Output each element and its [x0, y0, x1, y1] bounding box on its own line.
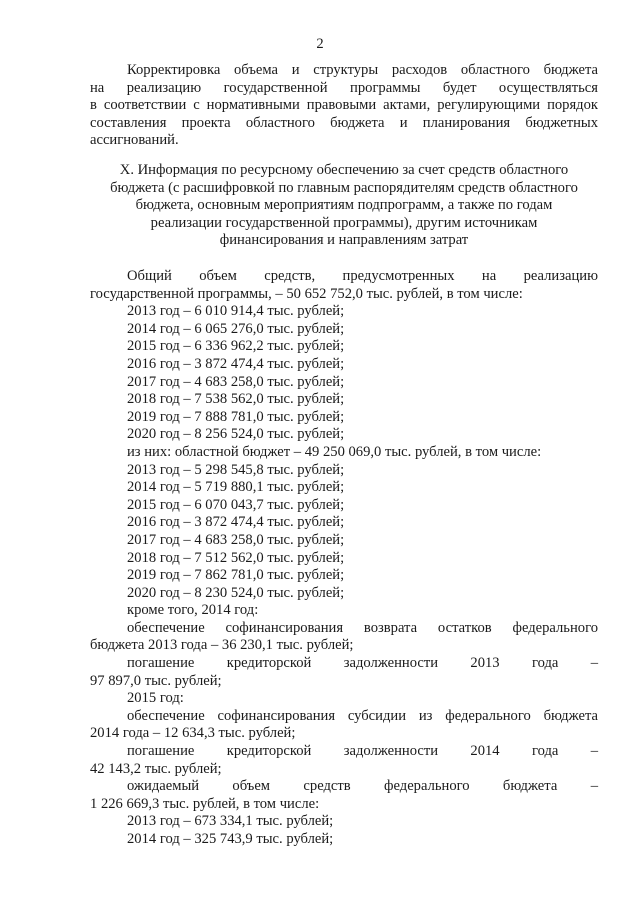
year-total-item: 2014 год – 6 065 276,0 тыс. рублей; — [127, 320, 345, 337]
intro-line: Корректировка объема и структуры расходов областного бюджета — [127, 62, 598, 78]
year-total-item: 2013 год – 6 010 914,4 тыс. рублей; — [127, 303, 345, 320]
debt-2013-line: погашение кредиторской задолженности 2013 года – — [127, 655, 598, 672]
year-regional-item: 2020 год – 8 230 524,0 тыс. рублей; — [127, 584, 345, 601]
cofinancing-return-line: обеспечение софинансирования возврата остатков федерального — [127, 619, 598, 636]
intro-line: на реализацию государственной программы будет осуществляться — [90, 79, 598, 96]
federal-budget-line: 1 226 669,3 тыс. рублей, в том числе: — [90, 795, 320, 812]
year-total-item: 2015 год – 6 336 962,2 тыс. рублей; — [127, 338, 345, 355]
cofinancing-subsidy-line: 2014 года – 12 634,3 тыс. рублей; — [90, 725, 296, 742]
year-total-item: 2020 год – 8 256 524,0 тыс. рублей; — [127, 426, 345, 443]
intro-line: в соответствии с нормативными правовыми актами, регулирующими порядок — [90, 97, 598, 114]
heading-line: бюджета, основным мероприятиям подпрограмм, а также по годам — [135, 197, 553, 214]
cofinancing-subsidy-line: обеспечение софинансирования субсидии из федерального бюджета — [127, 707, 598, 724]
year-total-item: 2016 год – 3 872 474,4 тыс. рублей; — [127, 355, 345, 372]
intro-line: ассигнований. — [90, 132, 179, 149]
federal-budget-line: ожидаемый объем средств федерального бюджета – — [127, 778, 598, 795]
year-regional-item: 2018 год – 7 512 562,0 тыс. рублей; — [127, 549, 345, 566]
year-regional-item: 2019 год – 7 862 781,0 тыс. рублей; — [127, 567, 345, 584]
funding-body — [90, 268, 598, 849]
total-line: государственной программы, – 50 652 752,0 тыс. рублей, в том числе: — [90, 285, 523, 302]
year-total-item: 2018 год – 7 538 562,0 тыс. рублей; — [127, 391, 345, 408]
year-federal-item: 2014 год – 325 743,9 тыс. рублей; — [127, 831, 334, 847]
year-regional-item: 2015 год – 6 070 043,7 тыс. рублей; — [127, 496, 345, 513]
heading-line: X. Информация по ресурсному обеспечению за счет средств областного — [119, 162, 569, 178]
year-total-item: 2017 год – 4 683 258,0 тыс. рублей; — [127, 373, 345, 390]
besides-2014: кроме того, 2014 год: — [127, 602, 259, 619]
heading-line: бюджета (с расшифровкой по главным распорядителям средств областного — [110, 179, 578, 196]
intro-line: составления проекта областного бюджета и планирования бюджетных — [90, 114, 598, 131]
year-regional-item: 2013 год – 5 298 545,8 тыс. рублей; — [127, 461, 345, 478]
heading-line: реализации государственной программы), другим источникам — [150, 214, 538, 231]
page-number: 2 — [316, 36, 324, 52]
debt-2014-line: 42 143,2 тыс. рублей; — [90, 760, 222, 777]
year-total-item: 2019 год – 7 888 781,0 тыс. рублей; — [127, 408, 345, 425]
intro-paragraph — [90, 62, 598, 150]
regional-budget-header: из них: областной бюджет – 49 250 069,0 тыс. рублей, в том числе: — [127, 443, 542, 460]
heading-line: финансирования и направлениям затрат — [219, 232, 469, 249]
section-heading — [90, 162, 598, 250]
debt-2013-line: 97 897,0 тыс. рублей; — [90, 672, 222, 689]
year-federal-item: 2013 год – 673 334,1 тыс. рублей; — [127, 813, 334, 830]
year-2015-label: 2015 год: — [127, 690, 184, 707]
year-regional-item: 2014 год – 5 719 880,1 тыс. рублей; — [127, 479, 345, 496]
total-line: Общий объем средств, предусмотренных на реализацию — [127, 268, 598, 284]
debt-2014-line: погашение кредиторской задолженности 2014 года – — [127, 743, 598, 760]
year-regional-item: 2016 год – 3 872 474,4 тыс. рублей; — [127, 514, 345, 531]
cofinancing-return-line: бюджета 2013 года – 36 230,1 тыс. рублей; — [90, 637, 354, 654]
year-regional-item: 2017 год – 4 683 258,0 тыс. рублей; — [127, 531, 345, 548]
